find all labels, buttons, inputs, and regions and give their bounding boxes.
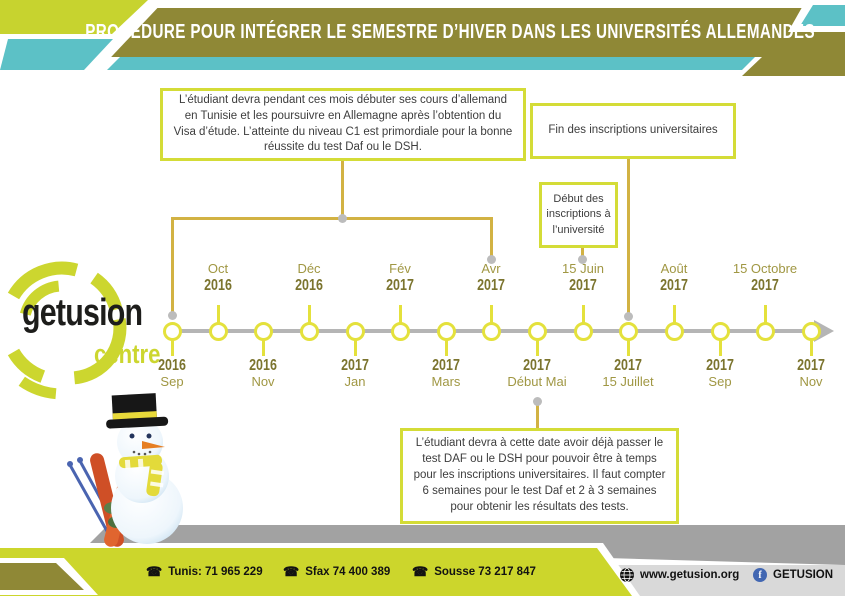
timeline-year: 2017 [797, 357, 825, 374]
snowman-illustration [55, 390, 245, 548]
timeline-month: Nov [251, 374, 275, 389]
connector-german-left-drop [171, 217, 174, 312]
connector-german-stem [341, 159, 344, 219]
timeline-month: Mars [431, 374, 461, 389]
timeline-date-label [382, 261, 418, 294]
timeline-node-stem [810, 338, 813, 356]
header-olive-right [742, 57, 845, 76]
timeline-date-label [291, 261, 327, 294]
timeline-year: 2016 [158, 357, 186, 374]
timeline-year: 2017 [386, 277, 414, 294]
timeline-date-label [428, 357, 464, 390]
header-teal-strip [107, 57, 757, 70]
page-title: PROCÉDURE POUR INTÉGRER LE SEMESTRE D’HIVER DANS LES UNIVERSITÉS ALLEMANDES [85, 21, 815, 43]
timeline-year: 2016 [204, 277, 232, 294]
timeline-date-label [154, 357, 190, 390]
timeline-node [665, 322, 684, 341]
timeline-month: Jan [344, 374, 366, 389]
timeline-node [756, 322, 775, 341]
timeline-date-label [793, 357, 829, 390]
timeline-year: 2017 [569, 277, 597, 294]
timeline-node [574, 322, 593, 341]
timeline-node [391, 322, 410, 341]
callout-test-deadline [400, 428, 679, 524]
timeline-node-stem [445, 338, 448, 356]
timeline-node [163, 322, 182, 341]
timeline-month: Avr [481, 261, 501, 276]
header-title-wrap [60, 8, 840, 57]
callout-start-registration-text: Début des inscriptions à l’université [546, 193, 611, 236]
timeline-year: 2016 [249, 357, 277, 374]
timeline-date-label [473, 261, 509, 294]
timeline-year: 2017 [523, 357, 551, 374]
timeline-date-label [507, 357, 566, 390]
logo-subtitle: centre [94, 339, 161, 369]
timeline-year: 2017 [660, 277, 688, 294]
facebook-label: GETUSION [773, 569, 834, 581]
phone-contact [146, 565, 263, 578]
timeline-month: Fév [389, 261, 411, 276]
timeline-node-stem [719, 338, 722, 356]
phone-contact [283, 565, 390, 578]
timeline-month: Nov [799, 374, 823, 389]
connector-dot [338, 214, 347, 223]
timeline-year: 2017 [614, 357, 642, 374]
callout-test-deadline-text: L’étudiant devra à cette date avoir déjà passer le test DAF ou le DSH pour pouvoir être à temps pour les inscriptions universitaires. Il faut compter 6 semaines pour le test Daf et 2 à 3 semaines pour obtenir les résultats des tests. [413, 437, 666, 513]
website-label: www.getusion.org [640, 569, 740, 581]
timeline-month: 15 Juin [562, 261, 604, 276]
timeline-year: 2017 [751, 277, 779, 294]
facebook-link[interactable] [753, 568, 833, 582]
timeline-node [528, 322, 547, 341]
timeline-node [619, 322, 638, 341]
timeline-node-stem [627, 338, 630, 356]
connector-german-right-drop [490, 217, 493, 257]
timeline-node-stem [171, 338, 174, 356]
phone-contact [412, 565, 536, 578]
timeline-month: Début Mai [507, 374, 567, 389]
timeline-node [711, 322, 730, 341]
timeline-node-stem [536, 338, 539, 356]
connector-dot [533, 397, 542, 406]
timeline-year: 2017 [341, 357, 369, 374]
phone-icon: ☎ [412, 564, 429, 579]
connector-dot [168, 311, 177, 320]
timeline-node-stem [262, 338, 265, 356]
timeline-year: 2017 [477, 277, 505, 294]
connector-end-registration-stem [627, 157, 630, 313]
timeline-node [802, 322, 821, 341]
timeline-month: Août [660, 261, 688, 276]
timeline-date-label [656, 261, 692, 294]
website-link[interactable] [620, 568, 739, 582]
timeline-node-stem [354, 338, 357, 356]
timeline-date-label [337, 357, 373, 390]
connector-dot [624, 312, 633, 321]
globe-icon [620, 568, 634, 582]
timeline-node [300, 322, 319, 341]
timeline-year: 2016 [295, 277, 323, 294]
phone-label: Tunis: 71 965 229 [168, 565, 263, 578]
timeline-node [254, 322, 273, 341]
timeline-date-label [245, 357, 281, 390]
facebook-icon: f [753, 568, 767, 582]
timeline-month: Sep [160, 374, 184, 389]
timeline-month: Oct [207, 261, 229, 276]
phone-label: Sfax 74 400 389 [305, 565, 391, 578]
timeline-month: Déc [297, 261, 321, 276]
connector-test-deadline-stem [536, 404, 539, 429]
timeline-node [437, 322, 456, 341]
timeline-date-label [200, 261, 236, 294]
phone-icon: ☎ [283, 564, 300, 579]
timeline-month: Sep [708, 374, 732, 389]
logo-wordmark: getusion [22, 292, 143, 334]
timeline-date-label [562, 261, 604, 294]
timeline-year: 2017 [706, 357, 734, 374]
timeline-month: 15 Octobre [732, 261, 798, 276]
timeline-year: 2017 [432, 357, 460, 374]
callout-german-courses [160, 88, 526, 161]
timeline-date-label [733, 261, 797, 294]
callout-end-registration [530, 103, 736, 159]
connector-german-bracket [171, 217, 493, 220]
callout-german-courses-text: L’étudiant devra pendant ces mois débuter ses cours d’allemand en Tunisie et les poursuivre en Allemagne après l’obtention du Visa d’étude. L’atteinte du niveau C1 est primordiale pour la bonne réussite du test Daf ou le DSH. [173, 93, 513, 154]
callout-end-registration-text: Fin des inscriptions universitaires [548, 124, 718, 137]
phone-icon: ☎ [146, 564, 163, 579]
timeline-date-label [702, 357, 738, 390]
timeline-month: 15 Juillet [602, 374, 654, 389]
callout-start-registration [539, 182, 618, 248]
timeline-node [482, 322, 501, 341]
timeline-node [209, 322, 228, 341]
timeline-date-label [602, 357, 653, 390]
phone-label: Sousse 73 217 847 [434, 565, 536, 578]
timeline-node [346, 322, 365, 341]
